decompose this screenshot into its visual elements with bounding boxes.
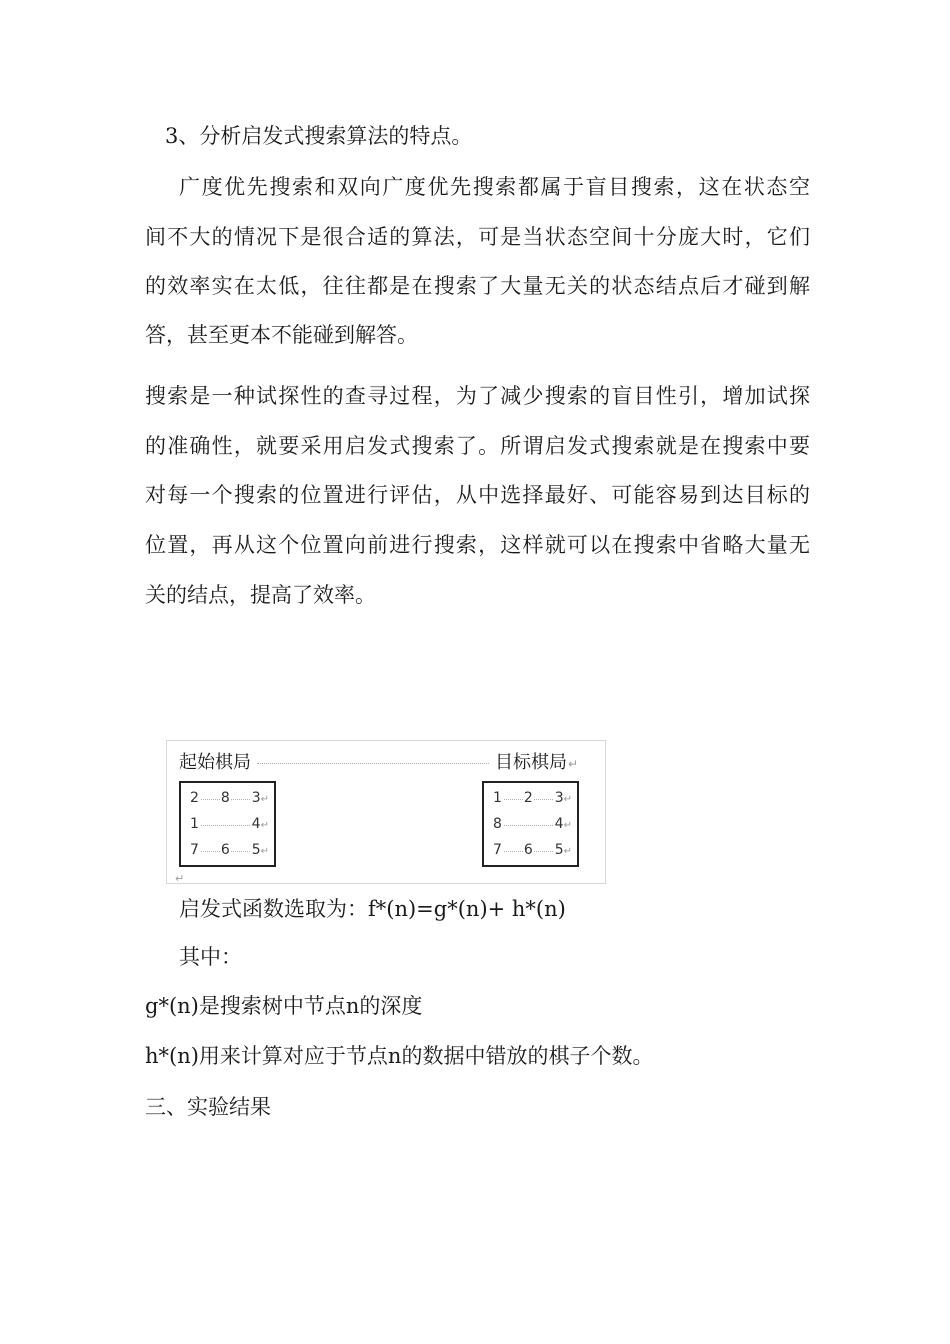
board-cell: 3 ↵ xyxy=(251,790,270,806)
start-board-row-3 xyxy=(189,839,270,861)
board-cell: 6 xyxy=(220,842,230,858)
paragraph-1-line-3: 的效率实在太低，往往都是在搜索了大量无关的状态结点后才碰到解 xyxy=(145,274,810,298)
paragraph-1-line-2: 间不大的情况下是很合适的算法，可是当状态空间十分庞大时，它们 xyxy=(145,225,810,249)
heuristic-formula: 启发式函数选取为：f*(n)=g*(n)+ h*(n) xyxy=(179,897,566,921)
goal-board-row-1 xyxy=(492,787,573,809)
board-cell: 3 ↵ xyxy=(554,790,573,806)
goal-board-row-2 xyxy=(492,813,573,835)
start-board xyxy=(179,781,276,867)
paragraph-mark-icon: ↵ xyxy=(175,872,185,885)
board-cell: 7 xyxy=(493,842,502,858)
section-three-heading: 三、实验结果 xyxy=(145,1095,271,1119)
h-definition: h*(n)用来计算对应于节点n的数据中错放的棋子个数。 xyxy=(145,1044,654,1068)
section-heading: 3、分析启发式搜索算法的特点。 xyxy=(165,124,473,148)
board-cell: 4 ↵ xyxy=(554,816,573,832)
board-cell: 1 xyxy=(493,790,502,806)
paragraph-2-line-1: 搜索是一种试探性的查寻过程，为了减少搜索的盲目性引，增加试探 xyxy=(145,384,810,408)
goal-board-row-3 xyxy=(492,839,573,861)
goal-board xyxy=(482,781,579,867)
paragraph-2-line-2: 的准确性，就要采用启发式搜索了。所谓启发式搜索就是在搜索中要 xyxy=(145,434,810,458)
board-cell: 2 xyxy=(190,790,199,806)
start-board-row-1 xyxy=(189,787,270,809)
paragraph-2-line-3: 对每一个搜索的位置进行评估，从中选择最好、可能容易到达目标的 xyxy=(145,483,810,507)
board-cell: 4 ↵ xyxy=(251,816,270,832)
board-cell: 6 xyxy=(523,842,533,858)
start-board-row-2 xyxy=(189,813,270,835)
board-cell: 8 xyxy=(493,816,502,832)
puzzle-figure xyxy=(166,740,606,884)
paragraph-2-line-4: 位置，再从这个位置向前进行搜索，这样就可以在搜索中省略大量无 xyxy=(145,533,810,557)
title-leader-dots xyxy=(257,763,489,764)
board-cell: 5 ↵ xyxy=(251,842,270,858)
where-label: 其中： xyxy=(179,945,242,969)
goal-board-title: 目标棋局↵ xyxy=(495,752,579,773)
board-cell: 5 ↵ xyxy=(554,842,573,858)
board-cell: 2 xyxy=(523,790,533,806)
start-board-title: 起始棋局 xyxy=(179,752,251,773)
board-cell: 8 xyxy=(220,790,230,806)
paragraph-1-line-1: 广度优先搜索和双向广度优先搜索都属于盲目搜索，这在状态空 xyxy=(179,175,810,199)
paragraph-1-line-4: 答，甚至更本不能碰到解答。 xyxy=(145,323,418,347)
g-definition: g*(n)是搜索树中节点n的深度 xyxy=(145,994,423,1018)
paragraph-2-line-5: 关的结点，提高了效率。 xyxy=(145,583,376,607)
board-cell: 7 xyxy=(190,842,199,858)
board-cell: 1 xyxy=(190,816,199,832)
